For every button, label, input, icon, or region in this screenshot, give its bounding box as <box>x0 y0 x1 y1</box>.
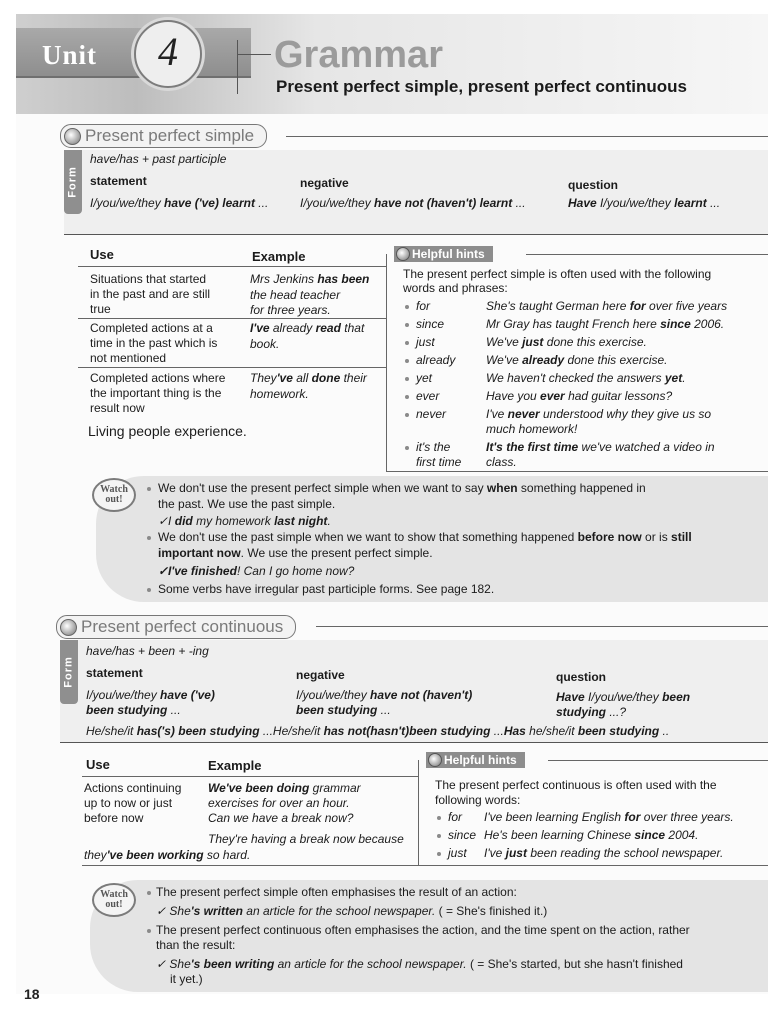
hint-example-since: Mr Gray has taught French here since 2006. <box>486 317 725 331</box>
example-row-1-line-2: the head teacher <box>250 288 341 302</box>
section-title-present-perfect-continuous <box>56 615 296 639</box>
statement-form: I/you/we/they have ('ve) learnt ... <box>90 196 269 210</box>
watch-example-2: ✓I've finished! Can I go home now? <box>158 564 355 578</box>
bullet-dot <box>437 816 441 820</box>
helpful-hints-simple <box>386 246 768 472</box>
bullet-circle-icon <box>64 128 81 145</box>
hints-border <box>526 254 768 255</box>
section-title-text: Present perfect simple <box>85 126 255 145</box>
table-rule <box>78 318 386 319</box>
hint-word-yet: yet <box>416 371 433 385</box>
watch-example-2-line-2: it yet.) <box>170 972 203 986</box>
statement-form-line-2: been studying ... <box>86 703 181 717</box>
watch-out-continuous <box>90 880 768 992</box>
bullet-dot <box>147 536 151 540</box>
example-line-2: exercises for over an hour. <box>208 796 350 810</box>
table-rule <box>78 266 386 267</box>
extra-note: Living people experience. <box>88 423 247 439</box>
bullet-dot <box>147 588 151 592</box>
watch-line-5: Some verbs have irregular past participle forms. See page 182. <box>158 582 495 596</box>
textbook-page <box>16 14 768 994</box>
page-subtitle: Present perfect simple, present perfect continuous <box>276 77 687 96</box>
unit-label: Unit <box>42 40 98 70</box>
watch-out-simple <box>96 476 768 602</box>
question-form: Have I/you/we/they learnt ... <box>568 196 721 210</box>
third-person-forms: He/she/it has('s) been studying ...He/she/it has not(hasn't)been studying ...Has he/she/it been studying .. <box>86 724 670 738</box>
use-row-1-line-3: true <box>90 302 111 316</box>
hint-word-already: already <box>416 353 456 367</box>
use-row-3-line-2: the important thing is the <box>90 386 222 400</box>
use-row-1-line-1: Situations that started <box>90 272 207 286</box>
use-row-2-line-3: not mentioned <box>90 351 167 365</box>
bullet-dot <box>405 413 409 417</box>
hint-word-first-time-line-2: first time <box>416 455 462 469</box>
hint-word-just: just <box>448 846 467 860</box>
table-rule <box>82 865 418 866</box>
hint-word-since: since <box>416 317 445 331</box>
statement-form-line-1: I/you/we/they have ('ve) <box>86 688 215 702</box>
hint-word-for: for <box>448 810 463 824</box>
bullet-dot <box>405 377 409 381</box>
hint-word-just: just <box>416 335 435 349</box>
use-row-2-line-1: Completed actions at a <box>90 321 213 335</box>
form-block-continuous <box>60 640 768 743</box>
watch-line-2: The present perfect continuous often emphasises the action, and the time spent on the action, rather <box>156 923 690 937</box>
use-row-1-line-2: in the past and are still <box>90 287 211 301</box>
helpful-hints-label: Helpful hints <box>394 246 493 262</box>
form-tab-label: Form <box>62 656 75 688</box>
example-line-1: We've been doing grammar <box>208 781 361 795</box>
watch-out-badge-icon: Watch out! <box>92 883 136 917</box>
unit-number-badge <box>134 20 202 88</box>
form-tab <box>64 150 82 214</box>
hints-intro-line-1: The present perfect continuous is often used with the <box>435 778 717 792</box>
hint-word-never: never <box>416 407 447 421</box>
example-row-2-line-1: I've already read that <box>250 321 365 335</box>
example-row-2-line-2: book. <box>250 337 280 351</box>
bullet-dot <box>147 487 151 491</box>
use-header: Use <box>90 247 114 262</box>
hint-example-just: I've just been reading the school newspaper. <box>484 846 724 860</box>
example-header: Example <box>252 249 306 264</box>
col-question-header: question <box>556 670 606 684</box>
hints-border <box>548 760 768 761</box>
use-row-3-line-1: Completed actions where <box>90 371 226 385</box>
watch-line-4: important now. We use the present perfect simple. <box>158 546 433 560</box>
hints-border <box>418 760 419 866</box>
example-row-1-line-3: for three years. <box>250 303 331 317</box>
formula: have/has + past participle <box>90 152 227 166</box>
hint-word-ever: ever <box>416 389 440 403</box>
section-rule <box>286 136 768 137</box>
bullet-dot <box>437 852 441 856</box>
form-tab-label: Form <box>66 166 79 198</box>
example-row-3-line-2: homework. <box>250 387 309 401</box>
form-block-simple <box>64 150 768 235</box>
negative-form-line-1: I/you/we/they have not (haven't) <box>296 688 473 702</box>
example-line-4: They're having a break now because <box>208 832 404 846</box>
col-negative-header: negative <box>300 176 349 190</box>
table-rule <box>78 367 386 368</box>
header-divider-vertical <box>237 40 238 94</box>
hints-intro-line-2: following words: <box>435 793 521 807</box>
watch-line-1: The present perfect simple often emphasises the result of an action: <box>156 885 517 899</box>
hint-word-for: for <box>416 299 431 313</box>
hints-border <box>386 471 768 472</box>
table-rule <box>82 776 418 777</box>
example-row-1-line-1: Mrs Jenkins has been <box>250 272 370 286</box>
example-header: Example <box>208 758 262 773</box>
section-title-text: Present perfect continuous <box>81 617 284 636</box>
hints-border <box>386 254 387 472</box>
col-statement-header: statement <box>90 174 147 188</box>
helpful-hints-continuous <box>418 752 768 866</box>
bullet-dot <box>437 834 441 838</box>
bullet-dot <box>405 359 409 363</box>
page-number: 18 <box>24 986 40 1002</box>
hint-example-never-line-2: much homework! <box>486 422 578 436</box>
use-line-1: Actions continuing <box>84 781 182 795</box>
page-title: Grammar <box>274 34 443 76</box>
hint-example-already: We've already done this exercise. <box>486 353 668 367</box>
bullet-dot <box>405 446 409 450</box>
helpful-hints-label: Helpful hints <box>426 752 525 768</box>
watch-out-badge-icon: Watch out! <box>92 478 136 512</box>
example-line-5: they've been working so hard. <box>84 848 251 862</box>
bullet-dot <box>405 323 409 327</box>
col-negative-header: negative <box>296 668 345 682</box>
negative-form-line-2: been studying ... <box>296 703 391 717</box>
hints-intro-line-2: words and phrases: <box>403 281 508 295</box>
hint-example-ever: Have you ever had guitar lessons? <box>486 389 673 403</box>
question-form-line-1: Have I/you/we/they been <box>556 690 691 704</box>
form-tab <box>60 640 78 704</box>
hint-example-first-time: It's the first time we've watched a video in <box>486 440 715 454</box>
watch-example-2: ✓ She's been writing an article for the school newspaper. ( = She's started, but she hasn't finished <box>156 957 683 971</box>
use-header: Use <box>86 757 110 772</box>
hint-example-for: She's taught German here for over five years <box>486 299 728 313</box>
use-row-3-line-3: result now <box>90 401 145 415</box>
col-statement-header: statement <box>86 666 143 680</box>
watch-example-1: ✓ She's written an article for the school newspaper. ( = She's finished it.) <box>156 904 548 918</box>
hints-border <box>418 865 768 866</box>
question-form-line-2: studying ...? <box>556 705 627 719</box>
negative-form: I/you/we/they have not (haven't) learnt ... <box>300 196 526 210</box>
hint-example-never: I've never understood why they give us so <box>486 407 712 421</box>
example-row-3-line-1: They've all done their <box>250 371 367 385</box>
watch-line-2: the past. We use the past simple. <box>158 497 336 511</box>
watch-line-3: than the result: <box>156 938 236 952</box>
hint-example-for: I've been learning English for over three years. <box>484 810 734 824</box>
hint-word-since: since <box>448 828 477 842</box>
hints-intro-line-1: The present perfect simple is often used with the following <box>403 267 712 281</box>
example-line-3: Can we have a break now? <box>208 811 354 825</box>
hint-word-first-time: it's the <box>416 440 451 454</box>
hint-example-since: He's been learning Chinese since 2004. <box>484 828 699 842</box>
section-title-present-perfect-simple <box>60 124 267 148</box>
bullet-circle-icon <box>428 753 442 767</box>
formula: have/has + been + -ing <box>86 644 209 658</box>
use-line-3: before now <box>84 811 144 825</box>
use-row-2-line-2: time in the past which is <box>90 336 218 350</box>
bullet-dot <box>405 395 409 399</box>
bullet-dot <box>405 341 409 345</box>
watch-line-3: We don't use the past simple when we want to show that something happened before now or is still <box>158 530 692 544</box>
hint-example-just: We've just done this exercise. <box>486 335 647 349</box>
bullet-dot <box>405 305 409 309</box>
header-divider-horizontal <box>237 54 271 55</box>
watch-line-1: We don't use the present perfect simple when we want to say when something happened in <box>158 481 646 495</box>
watch-example-1: ✓I did my homework last night. <box>158 514 331 528</box>
bullet-dot <box>147 891 151 895</box>
unit-number: 4 <box>158 29 178 74</box>
use-line-2: up to now or just <box>84 796 173 810</box>
hint-example-yet: We haven't checked the answers yet. <box>486 371 686 385</box>
hint-example-first-time-line-2: class. <box>486 455 517 469</box>
section-rule <box>316 626 768 627</box>
bullet-circle-icon <box>396 247 410 261</box>
col-question-header: question <box>568 178 618 192</box>
bullet-circle-icon <box>60 619 77 636</box>
bullet-dot <box>147 929 151 933</box>
